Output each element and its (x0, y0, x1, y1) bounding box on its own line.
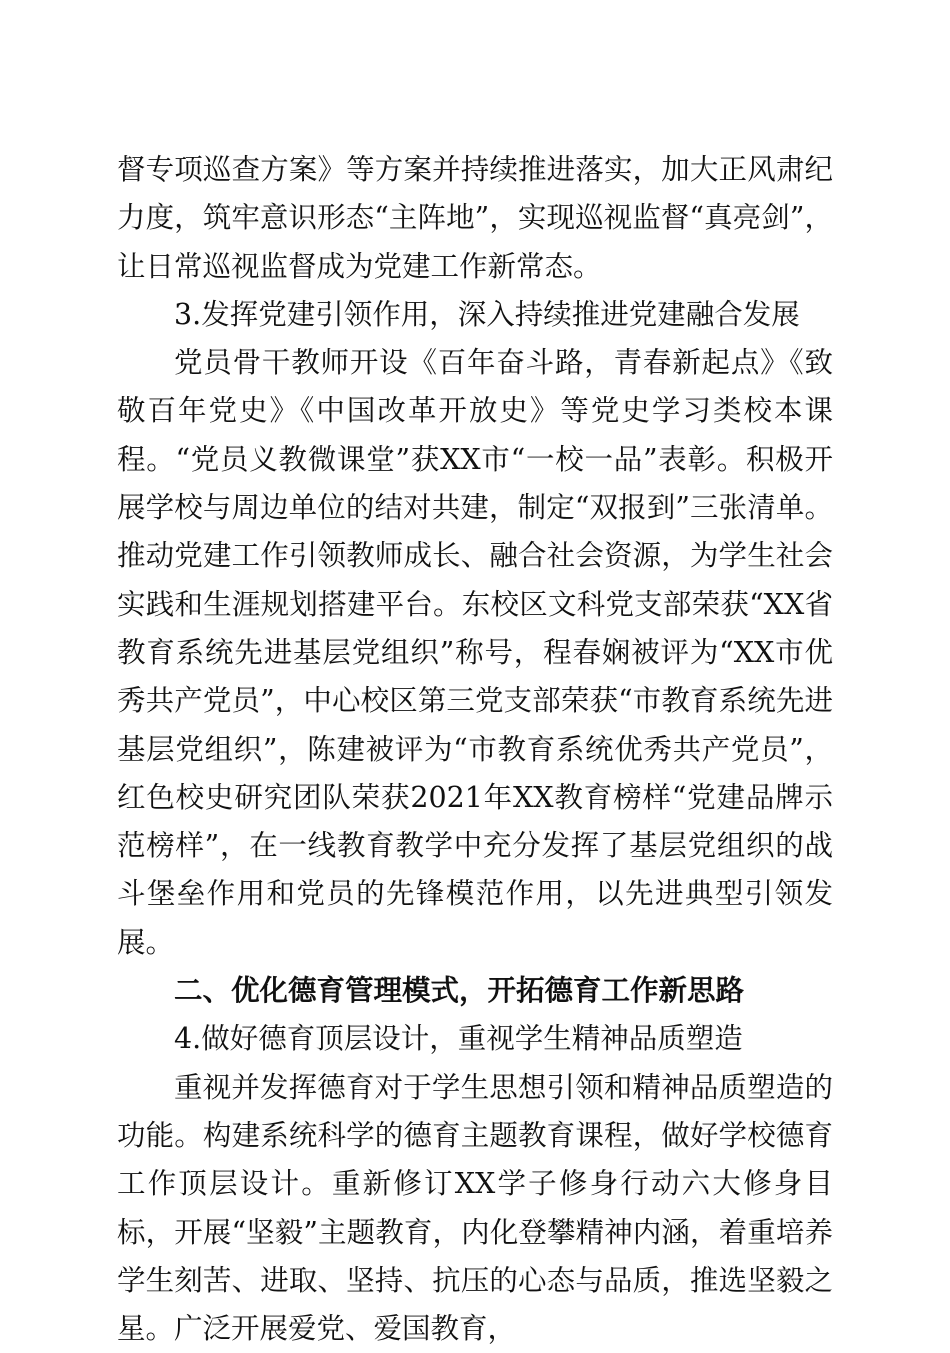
paragraph-continuation: 督专项巡查方案》等方案并持续推进落实，加大正风肃纪力度，筑牢意识形态“主阵地”，实现巡视监督“真亮剑”，让日常巡视监督成为党建工作新常态。 (117, 153, 833, 283)
section-heading-2: 二、优化德育管理模式，开拓德育工作新思路 (174, 974, 745, 1008)
document-body (117, 146, 833, 1353)
paragraph-moral-education: 重视并发挥德育对于学生思想引领和精神品质塑造的功能。构建系统科学的德育主题教育课程，做好学校德育工作顶层设计。重新修订XX学子修身行动六大修身目标，开展“坚毅”主题教育，内化登攀精神内涵，着重培养学生刻苦、进取、坚持、抗压的心态与品质，推选坚毅之星。广泛开展爱党、爱国教育， (117, 1070, 833, 1346)
subheading-3: 3.发挥党建引领作用，深入持续推进党建融合发展 (174, 297, 800, 331)
subheading-4: 4.做好德育顶层设计，重视学生精神品质塑造 (174, 1022, 743, 1056)
paragraph-party-building: 党员骨干教师开设《百年奋斗路，青春新起点》《致敬百年党史》《中国改革开放史》等党史学习类校本课程。“党员义教微课堂”获XX市“一校一品”表彰。积极开展学校与周边单位的结对共建，制定“双报到”三张清单。推动党建工作引领教师成长、融合社会资源，为学生社会实践和生涯规划搭建平台。东校区文科党支部荣获“XX省教育系统先进基层党组织”称号，程春娴被评为“XX市优秀共产党员”，中心校区第三党支部荣获“市教育系统先进基层党组织”，陈建被评为“市教育系统优秀共产党员”，红色校史研究团队荣获2021年XX教育榜样“党建品牌示范榜样”，在一线教育教学中充分发挥了基层党组织的战斗堡垒作用和党员的先锋模范作用，以先进典型引领发展。 (117, 346, 833, 959)
